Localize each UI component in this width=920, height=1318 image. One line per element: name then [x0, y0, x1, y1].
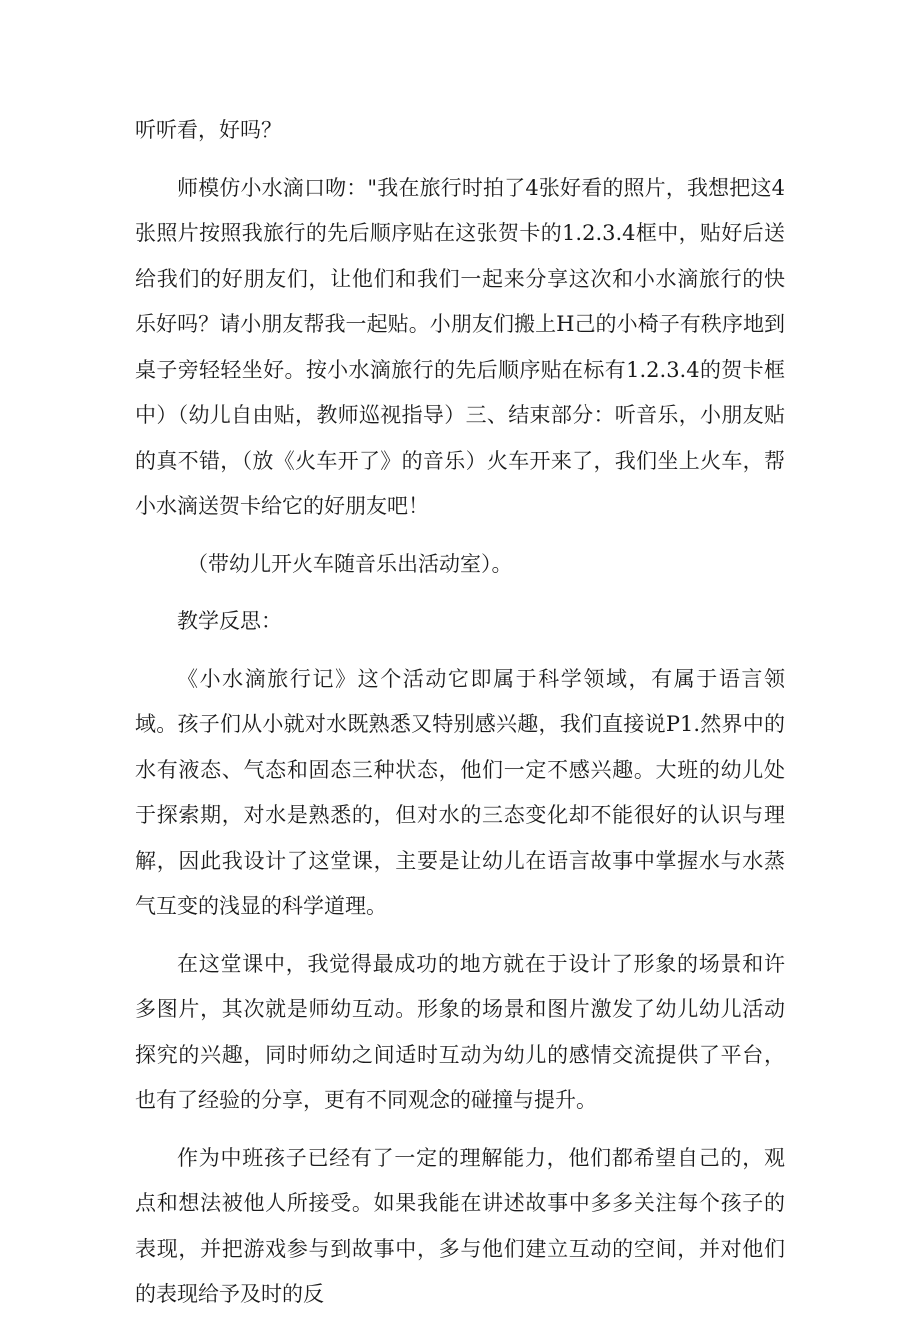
paragraph-2: 师模仿小水滴口吻："我在旅行时拍了4张好看的照片，我想把这4张照片按照我旅行的先后顺序贴在这张贺卡的1.2.3.4框中，贴好后送给我们的好朋友们，让他们和我们一起来分享这次和小水滴旅行的快乐好吗？请小朋友帮我一起贴。小朋友们搬上H己的小椅子有秩序地到桌子旁轻轻坐好。按小水滴旅行的先后顺序贴在标有1.2.3.4的贺卡框中）（幼儿自由贴，教师巡视指导）三、结束部分：听音乐，小朋友贴的真不错，（放《火车开了》的音乐）火车开来了，我们坐上火车，帮小水滴送贺卡给它的好朋友吧！	[135, 175, 785, 518]
document-body	[135, 108, 785, 1318]
paragraph-5: 在这堂课中，我觉得最成功的地方就在于设计了形象的场景和许多图片，其次就是师幼互动。形象的场景和图片激发了幼儿幼儿活动探究的兴趣，同时师幼之间适时互动为幼儿的感情交流提供了平台，也有了经验的分享，更有不同观念的碰撞与提升。	[135, 951, 785, 1112]
section-heading-reflection: 教学反思：	[177, 609, 282, 633]
paragraph-3: （带幼儿开火车随音乐出活动室）。	[187, 551, 513, 576]
paragraph-6: 作为中班孩子已经有了一定的理解能力，他们都希望自己的，观点和想法被他人所接受。如果我能在讲述故事中多多关注每个孩子的表现，并把游戏参与到故事中，多与他们建立互动的空间，并对他们的表现给予及时的反	[135, 1145, 785, 1306]
paragraph-1: 听听看，好吗？	[135, 118, 282, 142]
paragraph-4: 《小水滴旅行记》这个活动它即属于科学领域，有属于语言领域。孩子们从小就对水既熟悉又特别感兴趣，我们直接说P1.然界中的水有液态、气态和固态三种状态，他们一定不感兴趣。大班的幼儿处于探索期，对水是熟悉的，但对水的三态变化却不能很好的认识与理解，因此我设计了这堂课，主要是让幼儿在语言故事中掌握水与水蒸气互变的浅显的科学道理。	[135, 666, 785, 918]
